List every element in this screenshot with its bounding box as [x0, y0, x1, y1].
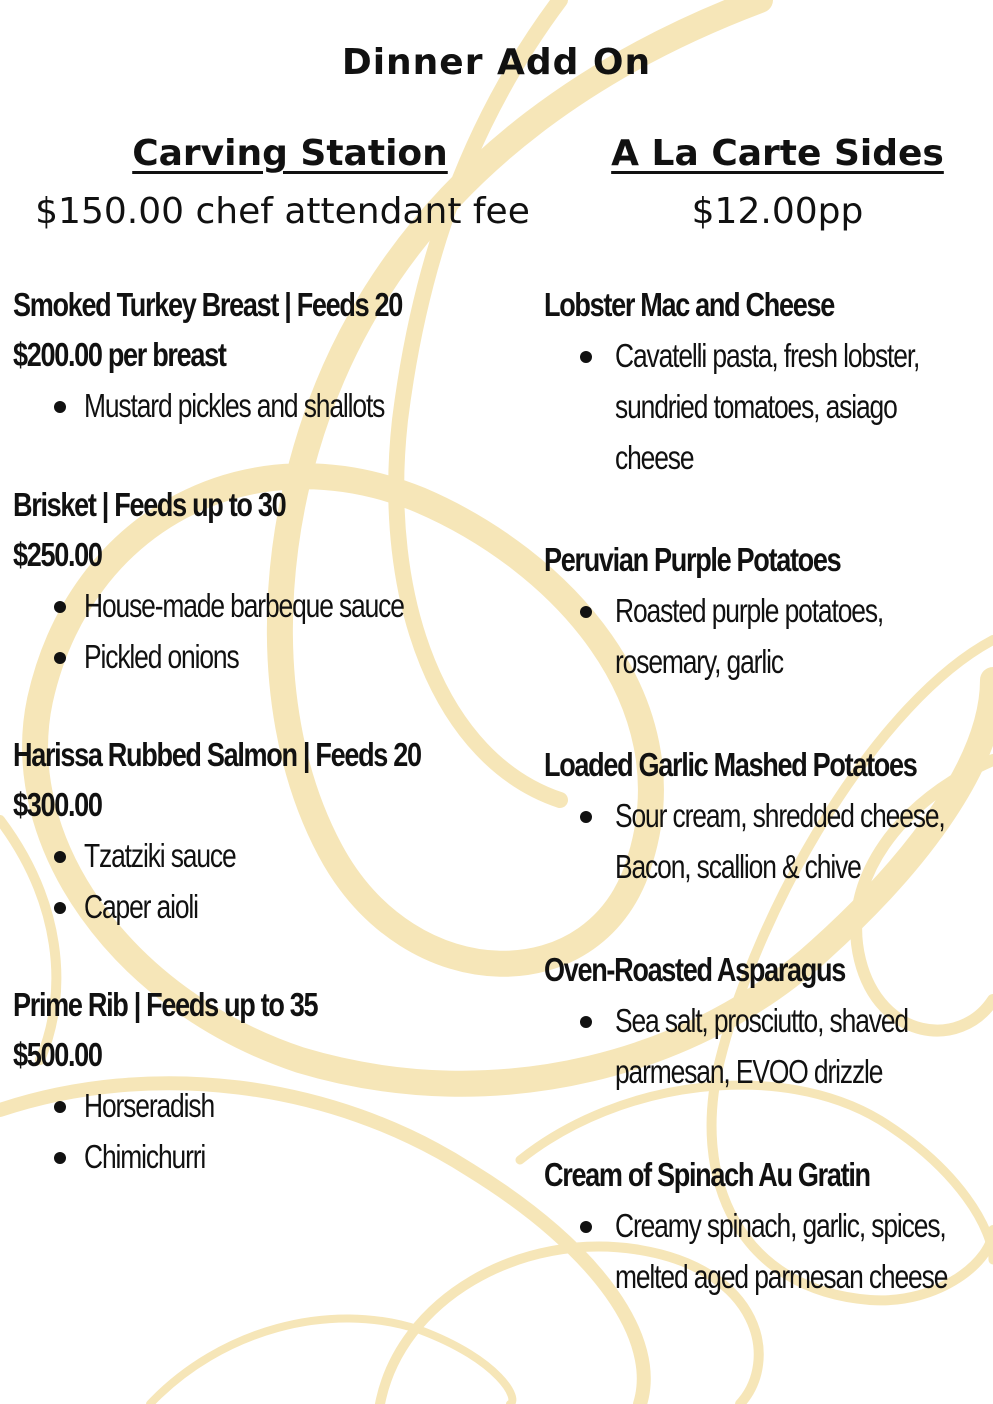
carving-item-price: $250.00 — [13, 536, 102, 573]
side-item-description — [544, 585, 993, 687]
carving-item-name: Harissa Rubbed Salmon | Feeds 20 — [13, 736, 421, 773]
carving-item-price: $500.00 — [13, 1036, 102, 1073]
bullet-icon — [54, 601, 66, 613]
side-item-description — [544, 790, 993, 892]
bullet-icon — [580, 606, 592, 618]
carving-item-name: Brisket | Feeds up to 30 — [13, 486, 286, 523]
bullet-icon — [580, 351, 592, 363]
side-item — [544, 945, 993, 1097]
list-item: Creamy spinach, garlic, spices, melted aged parmesan cheese — [544, 1200, 993, 1302]
carving-item — [13, 730, 510, 932]
list-item: Mustard pickles and shallots — [13, 380, 487, 431]
carving-item-notes — [13, 1080, 384, 1182]
bullet-icon — [580, 1221, 592, 1233]
carving-item — [13, 480, 484, 682]
bullet-icon — [54, 902, 66, 914]
carving-item-price: $300.00 — [13, 786, 102, 823]
bullet-icon — [54, 401, 66, 413]
side-item-description — [544, 330, 993, 483]
carving-item-notes — [13, 830, 510, 932]
list-item: Sea salt, prosciutto, shaved parmesan, EVOO drizzle — [544, 995, 993, 1097]
list-item: House-made barbeque sauce — [13, 580, 484, 631]
list-item: Pickled onions — [13, 631, 484, 682]
side-item-name: Loaded Garlic Mashed Potatoes — [544, 746, 917, 783]
side-item-name: Peruvian Purple Potatoes — [544, 541, 841, 578]
list-item: Roasted purple potatoes, rosemary, garlic — [544, 585, 993, 687]
bullet-icon — [54, 1152, 66, 1164]
carving-station-heading: Carving Station — [132, 133, 448, 174]
list-item: Sour cream, shredded cheese, Bacon, scallion & chive — [544, 790, 993, 892]
side-item-description — [544, 995, 993, 1097]
carving-item-notes — [13, 580, 484, 682]
chef-attendant-fee: $150.00 chef attendant fee — [35, 191, 530, 232]
side-item — [544, 280, 993, 483]
carving-item — [13, 980, 384, 1182]
page-title: Dinner Add On — [341, 42, 652, 83]
list-item: Caper aioli — [13, 881, 510, 932]
bullet-icon — [580, 1016, 592, 1028]
bullet-icon — [54, 851, 66, 863]
a-la-carte-sides-heading: A La Carte Sides — [611, 133, 944, 174]
side-item-name: Cream of Spinach Au Gratin — [544, 1156, 870, 1193]
carving-item — [13, 280, 487, 431]
list-item: Chimichurri — [13, 1131, 384, 1182]
carving-item-notes — [13, 380, 487, 431]
side-item — [544, 1150, 993, 1302]
side-item-name: Oven-Roasted Asparagus — [544, 951, 845, 988]
side-item — [544, 740, 993, 892]
side-item-name: Lobster Mac and Cheese — [544, 286, 834, 323]
list-item: Horseradish — [13, 1080, 384, 1131]
side-item — [544, 535, 993, 687]
carving-item-price: $200.00 per breast — [13, 336, 226, 373]
list-item: Cavatelli pasta, fresh lobster, sundried tomatoes, asiago cheese — [544, 330, 993, 483]
bullet-icon — [580, 811, 592, 823]
list-item: Tzatziki sauce — [13, 830, 510, 881]
bullet-icon — [54, 652, 66, 664]
carving-item-name: Prime Rib | Feeds up to 35 — [13, 986, 318, 1023]
side-item-description — [544, 1200, 993, 1302]
sides-price: $12.00pp — [691, 191, 864, 232]
bullet-icon — [54, 1101, 66, 1113]
carving-item-name: Smoked Turkey Breast | Feeds 20 — [13, 286, 403, 323]
